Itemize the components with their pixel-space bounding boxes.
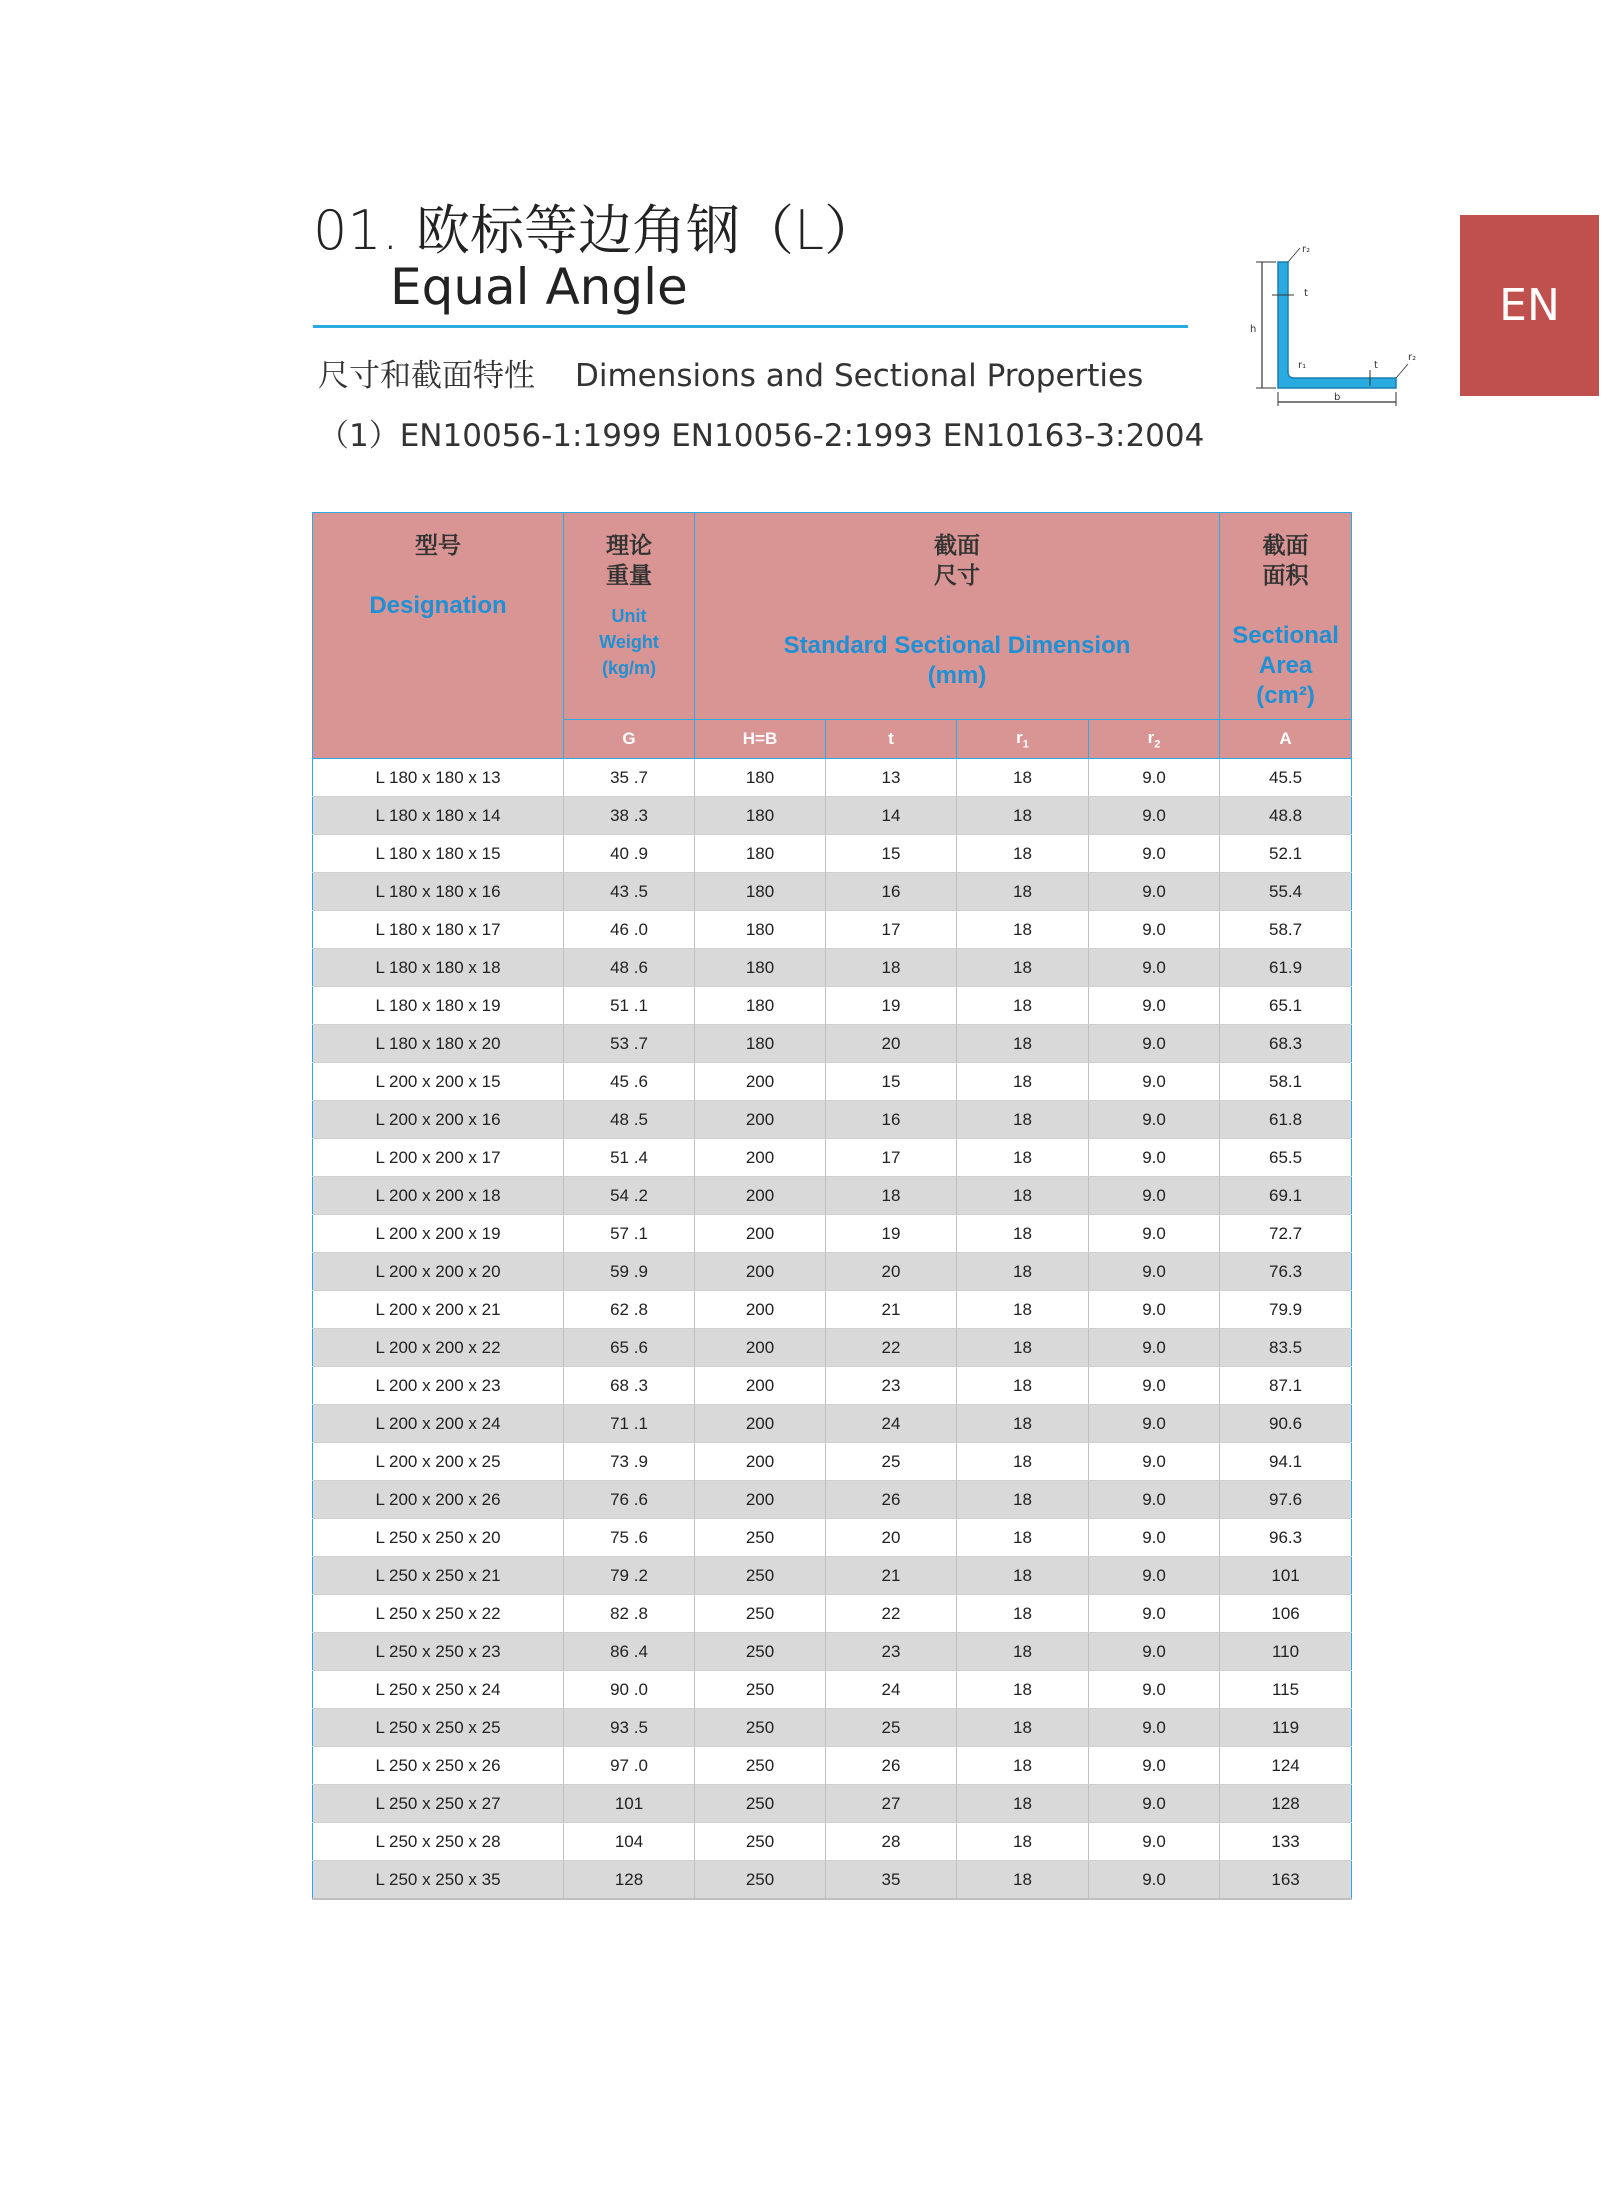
cell-area: 52.1: [1220, 835, 1352, 873]
language-tab-label: EN: [1499, 280, 1560, 331]
cell-unit-weight: 62 .8: [564, 1291, 695, 1329]
cell-thickness: 23: [826, 1633, 957, 1671]
cell-designation: L 200 x 200 x 25: [313, 1443, 564, 1481]
cell-designation: L 180 x 180 x 20: [313, 1025, 564, 1063]
cell-hb: 200: [695, 1177, 826, 1215]
cell-hb: 180: [695, 759, 826, 797]
cell-hb: 250: [695, 1557, 826, 1595]
table-row: [313, 1443, 1352, 1481]
cell-unit-weight: 101: [564, 1785, 695, 1823]
table-row: [313, 1329, 1352, 1367]
cell-hb: 250: [695, 1709, 826, 1747]
cell-unit-weight: 43 .5: [564, 873, 695, 911]
cell-unit-weight: 93 .5: [564, 1709, 695, 1747]
cell-r2: 9.0: [1089, 1823, 1220, 1861]
cell-thickness: 14: [826, 797, 957, 835]
language-tab[interactable]: [1460, 215, 1599, 396]
cell-r1: 18: [957, 1481, 1089, 1519]
symbol-r2: $r_2$: [1089, 720, 1220, 759]
cell-r1: 18: [957, 759, 1089, 797]
cell-area: 101: [1220, 1557, 1352, 1595]
cell-unit-weight: 48 .6: [564, 949, 695, 987]
cell-designation: L 180 x 180 x 14: [313, 797, 564, 835]
cell-unit-weight: 97 .0: [564, 1747, 695, 1785]
cell-designation: L 200 x 200 x 15: [313, 1063, 564, 1101]
cell-unit-weight: 51 .4: [564, 1139, 695, 1177]
table-row: [313, 911, 1352, 949]
cell-unit-weight: 68 .3: [564, 1367, 695, 1405]
cell-r2: 9.0: [1089, 1215, 1220, 1253]
cell-unit-weight: 38 .3: [564, 797, 695, 835]
title-divider: [313, 325, 1188, 328]
cell-hb: 180: [695, 911, 826, 949]
page-title-en: Equal Angle: [390, 258, 688, 316]
cell-hb: 200: [695, 1481, 826, 1519]
cell-r1: 18: [957, 1101, 1089, 1139]
cell-thickness: 26: [826, 1747, 957, 1785]
cell-r1: 18: [957, 1139, 1089, 1177]
cell-hb: 180: [695, 835, 826, 873]
cell-unit-weight: 75 .6: [564, 1519, 695, 1557]
cell-hb: 200: [695, 1367, 826, 1405]
cell-r1: 18: [957, 797, 1089, 835]
cell-r2: 9.0: [1089, 1519, 1220, 1557]
cell-r1: 18: [957, 1671, 1089, 1709]
cell-thickness: 27: [826, 1785, 957, 1823]
cell-area: 97.6: [1220, 1481, 1352, 1519]
cell-thickness: 35: [826, 1861, 957, 1900]
cell-thickness: 18: [826, 1177, 957, 1215]
page-title-cn: 01. 欧标等边角钢（L）: [313, 199, 879, 262]
cell-r1: 18: [957, 1519, 1089, 1557]
table-row: [313, 1671, 1352, 1709]
cell-designation: L 250 x 250 x 25: [313, 1709, 564, 1747]
cell-designation: L 180 x 180 x 13: [313, 759, 564, 797]
cell-hb: 180: [695, 949, 826, 987]
cell-r1: 18: [957, 1177, 1089, 1215]
cell-hb: 250: [695, 1861, 826, 1900]
cell-area: 58.7: [1220, 911, 1352, 949]
cell-designation: L 180 x 180 x 19: [313, 987, 564, 1025]
diagram-label-r1: r₁: [1298, 360, 1307, 371]
table-row: [313, 1481, 1352, 1519]
cell-thickness: 25: [826, 1443, 957, 1481]
cell-r2: 9.0: [1089, 759, 1220, 797]
symbol-t: t: [826, 720, 957, 759]
cell-area: 115: [1220, 1671, 1352, 1709]
cell-thickness: 20: [826, 1519, 957, 1557]
standards-line: （1）EN10056-1:1999 EN10056-2:1993 EN10163-3:2004: [318, 418, 1205, 454]
cell-r2: 9.0: [1089, 1709, 1220, 1747]
table-row: [313, 1595, 1352, 1633]
cell-hb: 250: [695, 1519, 826, 1557]
cell-area: 65.1: [1220, 987, 1352, 1025]
table-row: [313, 1177, 1352, 1215]
cell-thickness: 19: [826, 1215, 957, 1253]
table-row: [313, 835, 1352, 873]
cell-thickness: 24: [826, 1405, 957, 1443]
cell-r1: 18: [957, 1633, 1089, 1671]
table-row: [313, 1861, 1352, 1900]
cell-r2: 9.0: [1089, 1253, 1220, 1291]
cell-thickness: 25: [826, 1709, 957, 1747]
table-row: [313, 1709, 1352, 1747]
cell-unit-weight: 76 .6: [564, 1481, 695, 1519]
cell-area: 58.1: [1220, 1063, 1352, 1101]
cell-thickness: 13: [826, 759, 957, 797]
cell-r2: 9.0: [1089, 1443, 1220, 1481]
cell-area: 45.5: [1220, 759, 1352, 797]
table-row: [313, 797, 1352, 835]
cell-designation: L 180 x 180 x 18: [313, 949, 564, 987]
cell-r1: 18: [957, 1329, 1089, 1367]
table-row: [313, 1405, 1352, 1443]
table-row: [313, 1633, 1352, 1671]
subtitle-en: Dimensions and Sectional Properties: [575, 358, 1144, 394]
angle-section-diagram: [1248, 240, 1420, 408]
cell-unit-weight: 73 .9: [564, 1443, 695, 1481]
cell-hb: 250: [695, 1785, 826, 1823]
cell-r2: 9.0: [1089, 1595, 1220, 1633]
cell-area: 94.1: [1220, 1443, 1352, 1481]
cell-area: 61.8: [1220, 1101, 1352, 1139]
cell-unit-weight: 35 .7: [564, 759, 695, 797]
cell-area: 128: [1220, 1785, 1352, 1823]
cell-unit-weight: 51 .1: [564, 987, 695, 1025]
table-row: [313, 759, 1352, 797]
cell-thickness: 16: [826, 873, 957, 911]
cell-hb: 200: [695, 1443, 826, 1481]
table-row: [313, 1367, 1352, 1405]
cell-r1: 18: [957, 1861, 1089, 1900]
cell-designation: L 200 x 200 x 24: [313, 1405, 564, 1443]
cell-thickness: 22: [826, 1329, 957, 1367]
table-row: [313, 1253, 1352, 1291]
cell-r1: 18: [957, 1785, 1089, 1823]
cell-thickness: 15: [826, 835, 957, 873]
cell-thickness: 26: [826, 1481, 957, 1519]
cell-r1: 18: [957, 1367, 1089, 1405]
cell-hb: 200: [695, 1101, 826, 1139]
header-designation: 型号 Designation: [313, 513, 564, 759]
cell-designation: L 250 x 250 x 20: [313, 1519, 564, 1557]
cell-area: 90.6: [1220, 1405, 1352, 1443]
symbol-r1: $r_1$: [957, 720, 1089, 759]
cell-area: 72.7: [1220, 1215, 1352, 1253]
table-row: [313, 1557, 1352, 1595]
cell-hb: 200: [695, 1291, 826, 1329]
cell-r1: 18: [957, 987, 1089, 1025]
cell-r2: 9.0: [1089, 1329, 1220, 1367]
cell-area: 69.1: [1220, 1177, 1352, 1215]
cell-unit-weight: 104: [564, 1823, 695, 1861]
cell-thickness: 20: [826, 1253, 957, 1291]
cell-area: 48.8: [1220, 797, 1352, 835]
header-area: 截面 面积 Sectional Area (cm²): [1220, 513, 1352, 720]
cell-hb: 250: [695, 1747, 826, 1785]
cell-area: 83.5: [1220, 1329, 1352, 1367]
cell-hb: 250: [695, 1671, 826, 1709]
cell-area: 106: [1220, 1595, 1352, 1633]
cell-r2: 9.0: [1089, 1139, 1220, 1177]
cell-unit-weight: 79 .2: [564, 1557, 695, 1595]
cell-hb: 180: [695, 1025, 826, 1063]
cell-r2: 9.0: [1089, 1861, 1220, 1900]
cell-unit-weight: 71 .1: [564, 1405, 695, 1443]
table-row: [313, 1215, 1352, 1253]
cell-area: 124: [1220, 1747, 1352, 1785]
cell-r1: 18: [957, 911, 1089, 949]
table-row: [313, 949, 1352, 987]
cell-designation: L 250 x 250 x 28: [313, 1823, 564, 1861]
cell-unit-weight: 65 .6: [564, 1329, 695, 1367]
cell-r2: 9.0: [1089, 1633, 1220, 1671]
cell-unit-weight: 46 .0: [564, 911, 695, 949]
cell-r2: 9.0: [1089, 797, 1220, 835]
cell-hb: 180: [695, 797, 826, 835]
cell-r2: 9.0: [1089, 1177, 1220, 1215]
cell-thickness: 20: [826, 1025, 957, 1063]
cell-designation: L 200 x 200 x 17: [313, 1139, 564, 1177]
cell-r2: 9.0: [1089, 1025, 1220, 1063]
cell-r1: 18: [957, 1747, 1089, 1785]
cell-hb: 180: [695, 987, 826, 1025]
cell-r1: 18: [957, 873, 1089, 911]
cell-r2: 9.0: [1089, 949, 1220, 987]
cell-thickness: 23: [826, 1367, 957, 1405]
cell-thickness: 17: [826, 1139, 957, 1177]
table-row: [313, 873, 1352, 911]
cell-r2: 9.0: [1089, 1481, 1220, 1519]
cell-designation: L 200 x 200 x 19: [313, 1215, 564, 1253]
cell-designation: L 200 x 200 x 18: [313, 1177, 564, 1215]
table-row: [313, 1785, 1352, 1823]
table-row: [313, 1291, 1352, 1329]
cell-r1: 18: [957, 1823, 1089, 1861]
cell-area: 76.3: [1220, 1253, 1352, 1291]
cell-hb: 200: [695, 1139, 826, 1177]
cell-r1: 18: [957, 1291, 1089, 1329]
cell-unit-weight: 48 .5: [564, 1101, 695, 1139]
cell-thickness: 18: [826, 949, 957, 987]
cell-r1: 18: [957, 1709, 1089, 1747]
cell-designation: L 200 x 200 x 16: [313, 1101, 564, 1139]
cell-thickness: 16: [826, 1101, 957, 1139]
table-body: [313, 759, 1352, 1900]
cell-designation: L 250 x 250 x 26: [313, 1747, 564, 1785]
symbol-hb: H=B: [695, 720, 826, 759]
table-row: [313, 1823, 1352, 1861]
cell-designation: L 250 x 250 x 35: [313, 1861, 564, 1900]
cell-r1: 18: [957, 1063, 1089, 1101]
cell-r2: 9.0: [1089, 1747, 1220, 1785]
cell-r1: 18: [957, 1595, 1089, 1633]
cell-thickness: 28: [826, 1823, 957, 1861]
cell-r1: 18: [957, 1557, 1089, 1595]
cell-unit-weight: 54 .2: [564, 1177, 695, 1215]
cell-designation: L 250 x 250 x 21: [313, 1557, 564, 1595]
header-weight: 理论 重量 Unit Weight (kg/m): [564, 513, 695, 720]
cell-hb: 200: [695, 1253, 826, 1291]
cell-r2: 9.0: [1089, 1785, 1220, 1823]
table-row: [313, 1063, 1352, 1101]
cell-thickness: 19: [826, 987, 957, 1025]
angle-profile: [1278, 262, 1396, 388]
table-row: [313, 1101, 1352, 1139]
cell-designation: L 180 x 180 x 15: [313, 835, 564, 873]
table-row: [313, 1139, 1352, 1177]
cell-thickness: 24: [826, 1671, 957, 1709]
cell-unit-weight: 57 .1: [564, 1215, 695, 1253]
cell-r2: 9.0: [1089, 873, 1220, 911]
diagram-label-r2-top: r₂: [1302, 244, 1311, 255]
cell-unit-weight: 45 .6: [564, 1063, 695, 1101]
cell-designation: L 250 x 250 x 23: [313, 1633, 564, 1671]
cell-r1: 18: [957, 1215, 1089, 1253]
cell-area: 110: [1220, 1633, 1352, 1671]
cell-r2: 9.0: [1089, 1291, 1220, 1329]
diagram-label-t-top: t: [1304, 288, 1308, 299]
cell-r1: 18: [957, 835, 1089, 873]
cell-hb: 200: [695, 1215, 826, 1253]
cell-r2: 9.0: [1089, 1063, 1220, 1101]
cell-thickness: 22: [826, 1595, 957, 1633]
cell-thickness: 15: [826, 1063, 957, 1101]
cell-designation: L 250 x 250 x 24: [313, 1671, 564, 1709]
cell-r1: 18: [957, 1405, 1089, 1443]
cell-r2: 9.0: [1089, 1671, 1220, 1709]
cell-unit-weight: 86 .4: [564, 1633, 695, 1671]
cell-unit-weight: 59 .9: [564, 1253, 695, 1291]
header-dimension: 截面 尺寸 Standard Sectional Dimension (mm): [695, 513, 1220, 720]
cell-designation: L 200 x 200 x 22: [313, 1329, 564, 1367]
cell-designation: L 200 x 200 x 21: [313, 1291, 564, 1329]
cell-area: 61.9: [1220, 949, 1352, 987]
subtitle-cn: 尺寸和截面特性: [318, 358, 535, 394]
diagram-label-b: b: [1334, 392, 1341, 403]
cell-designation: L 200 x 200 x 20: [313, 1253, 564, 1291]
diagram-label-h: h: [1250, 324, 1257, 335]
diagram-label-r2-right: r₂: [1408, 352, 1417, 363]
cell-area: 55.4: [1220, 873, 1352, 911]
cell-designation: L 180 x 180 x 17: [313, 911, 564, 949]
diagram-label-t-bottom: t: [1374, 360, 1378, 371]
cell-r2: 9.0: [1089, 1101, 1220, 1139]
cell-area: 133: [1220, 1823, 1352, 1861]
cell-designation: L 200 x 200 x 23: [313, 1367, 564, 1405]
cell-hb: 250: [695, 1633, 826, 1671]
subtitle: [318, 350, 1143, 395]
cell-designation: L 250 x 250 x 22: [313, 1595, 564, 1633]
cell-hb: 200: [695, 1063, 826, 1101]
cell-area: 96.3: [1220, 1519, 1352, 1557]
cell-area: 87.1: [1220, 1367, 1352, 1405]
cell-hb: 200: [695, 1329, 826, 1367]
table-row: [313, 1747, 1352, 1785]
cell-area: 68.3: [1220, 1025, 1352, 1063]
cell-area: 119: [1220, 1709, 1352, 1747]
properties-table: [312, 512, 1352, 1900]
cell-designation: L 180 x 180 x 16: [313, 873, 564, 911]
cell-hb: 250: [695, 1823, 826, 1861]
cell-hb: 200: [695, 1405, 826, 1443]
cell-unit-weight: 82 .8: [564, 1595, 695, 1633]
cell-r1: 18: [957, 1025, 1089, 1063]
cell-r2: 9.0: [1089, 1557, 1220, 1595]
cell-unit-weight: 128: [564, 1861, 695, 1900]
cell-r1: 18: [957, 1253, 1089, 1291]
cell-r2: 9.0: [1089, 987, 1220, 1025]
cell-unit-weight: 40 .9: [564, 835, 695, 873]
cell-unit-weight: 53 .7: [564, 1025, 695, 1063]
cell-thickness: 21: [826, 1557, 957, 1595]
cell-designation: L 250 x 250 x 27: [313, 1785, 564, 1823]
table-row: [313, 1519, 1352, 1557]
table-row: [313, 1025, 1352, 1063]
cell-hb: 180: [695, 873, 826, 911]
cell-r1: 18: [957, 949, 1089, 987]
cell-area: 79.9: [1220, 1291, 1352, 1329]
cell-area: 163: [1220, 1861, 1352, 1900]
symbol-a: A: [1220, 720, 1352, 759]
cell-r2: 9.0: [1089, 835, 1220, 873]
cell-r2: 9.0: [1089, 1367, 1220, 1405]
cell-thickness: 17: [826, 911, 957, 949]
symbol-g: G: [564, 720, 695, 759]
cell-r1: 18: [957, 1443, 1089, 1481]
cell-thickness: 21: [826, 1291, 957, 1329]
cell-r2: 9.0: [1089, 911, 1220, 949]
cell-r2: 9.0: [1089, 1405, 1220, 1443]
cell-designation: L 200 x 200 x 26: [313, 1481, 564, 1519]
cell-hb: 250: [695, 1595, 826, 1633]
table-row: [313, 987, 1352, 1025]
cell-area: 65.5: [1220, 1139, 1352, 1177]
cell-unit-weight: 90 .0: [564, 1671, 695, 1709]
